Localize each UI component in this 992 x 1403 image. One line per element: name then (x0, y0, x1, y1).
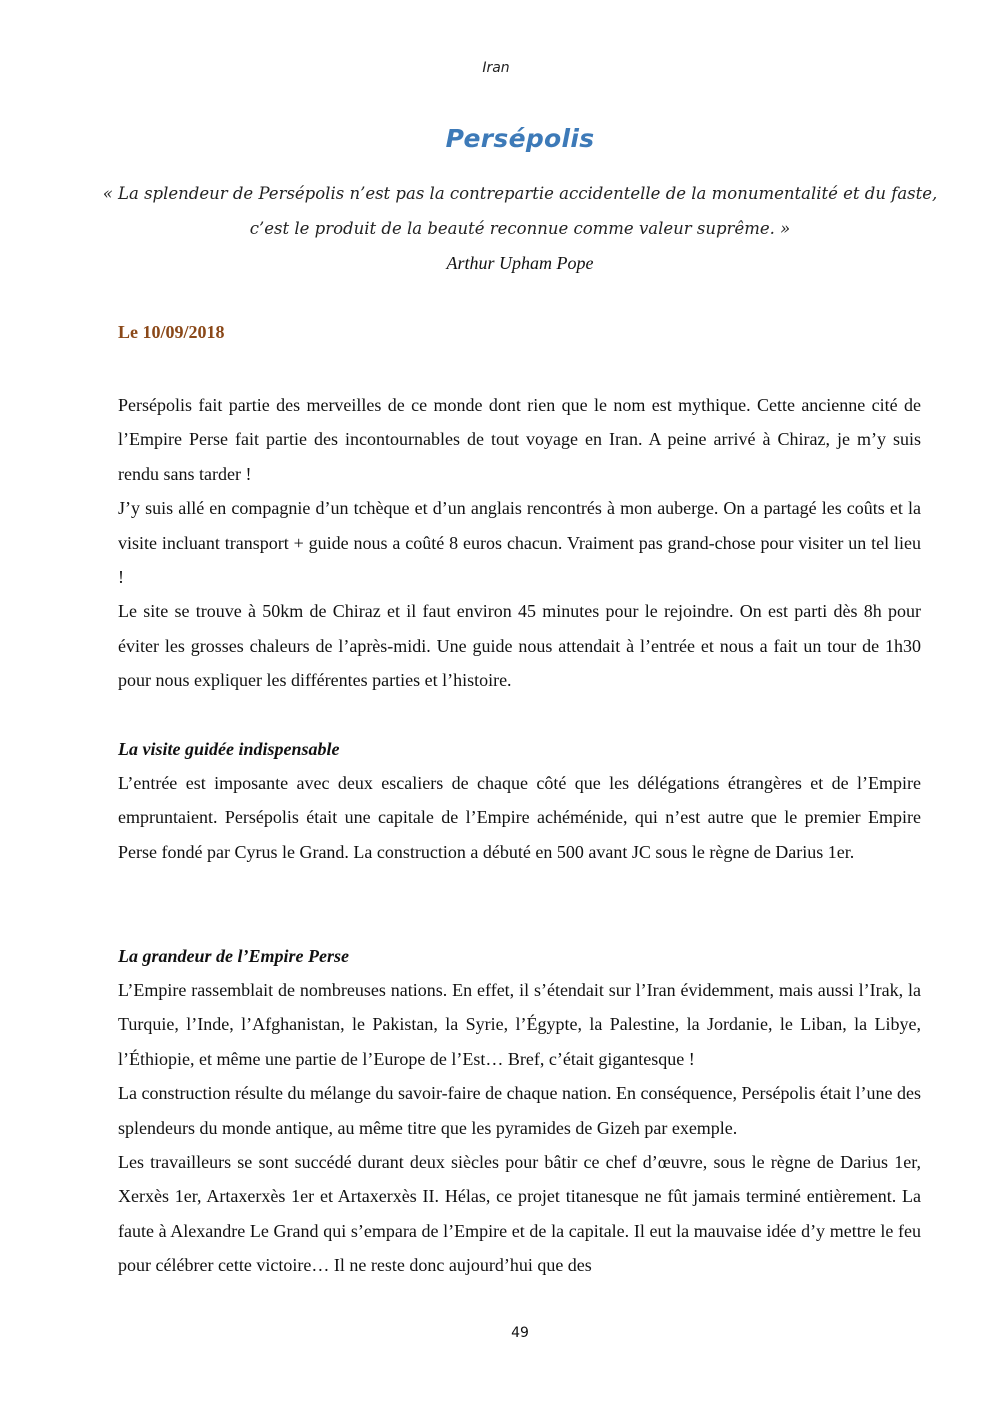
quote-line-1: « La splendeur de Persépolis n’est pas la contrepartie accidentelle de la monumentalité et du faste, (102, 184, 938, 203)
intro-text (118, 388, 921, 698)
quote-author: Arthur Upham Pope (446, 253, 594, 273)
paragraph: La construction résulte du mélange du savoir-faire de chaque nation. En conséquence, Persépolis était l’une des splendeurs du monde antique, au même titre que les pyramides de Gizeh par exemple. (118, 1083, 921, 1138)
section-heading-grandeur: La grandeur de l’Empire Perse (118, 946, 349, 966)
paragraph: Le site se trouve à 50km de Chiraz et il faut environ 45 minutes pour le rejoindre. On est parti dès 8h pour éviter les grosses chaleurs de l’après-midi. Une guide nous attendait à l’entrée et nous a fait un tour de 1h30 pour nous expliquer les différentes parties et l’histoire. (118, 601, 921, 691)
section-text-grandeur (118, 973, 921, 1283)
paragraph: L’Empire rassemblait de nombreuses nations. En effet, il s’étendait sur l’Iran évidemment, mais aussi l’Irak, la Turquie, l’Inde, l’Afghanistan, le Pakistan, la Syrie, l’Égypte, la Palestine, la Jordanie, le Liban, la Libye, l’Éthiopie, et même une partie de l’Europe de l’Est… Bref, c’était gigantesque ! (118, 980, 921, 1069)
paragraph: J’y suis allé en compagnie d’un tchèque et d’un anglais rencontrés à mon auberge. On a partagé les coûts et la visite incluant transport + guide nous a coûté 8 euros chacun. Vraiment pas grand-chose pour visiter un tel lieu ! (118, 498, 921, 588)
running-header: Iran (482, 60, 510, 76)
entry-date: Le 10/09/2018 (118, 322, 225, 342)
paragraph: L’entrée est imposante avec deux escaliers de chaque côté que les délégations étrangères et de l’Empire empruntaient. Persépolis était une capitale de l’Empire achéménide, qui n’est autre que le premier Empire Perse fondé par Cyrus le Grand. La construction a débuté en 500 avant JC sous le règne de Darius 1er. (118, 773, 921, 862)
paragraph: Persépolis fait partie des merveilles de ce monde dont rien que le nom est mythique. Cette ancienne cité de l’Empire Perse fait partie des incontournables de tout voyage en Iran. A peine arrivé à Chiraz, je m’y suis rendu sans tarder ! (118, 395, 921, 484)
page-title: Persépolis (445, 124, 595, 153)
page-number: 49 (511, 1325, 529, 1341)
section-heading-visite: La visite guidée indispensable (118, 739, 340, 759)
quote-line-2: c’est le produit de la beauté reconnue comme valeur suprême. » (249, 219, 791, 238)
section-text-visite (118, 766, 921, 869)
paragraph: Les travailleurs se sont succédé durant deux siècles pour bâtir ce chef d’œuvre, sous le règne de Darius 1er, Xerxès 1er, Artaxerxès 1er et Artaxerxès II. Hélas, ce projet titanesque ne fût jamais terminé entièrement. La faute à Alexandre Le Grand qui s’empara de l’Empire et de la capitale. Il eut la mauvaise idée d’y mettre le feu pour célébrer cette victoire… Il ne reste donc aujourd’hui que des (118, 1152, 921, 1276)
